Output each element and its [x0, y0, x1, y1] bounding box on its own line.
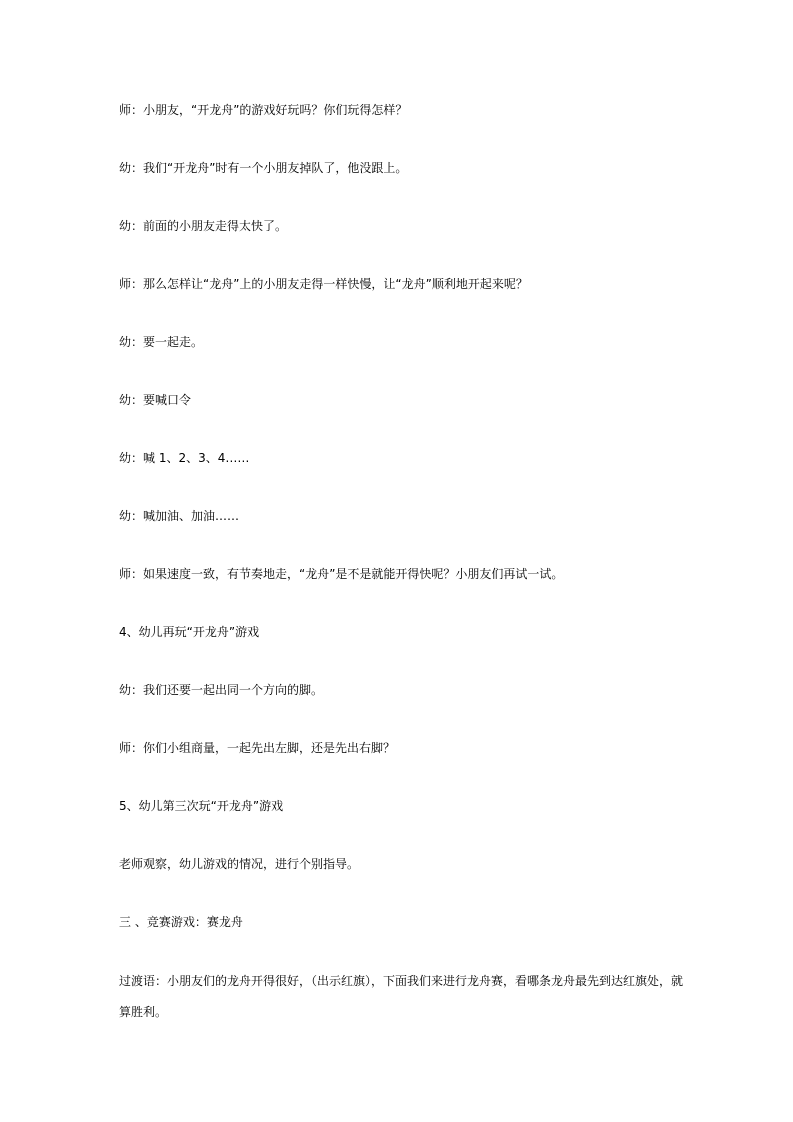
paragraph-child-answer-3: 幼：要一起走。 — [119, 335, 204, 349]
paragraph-teacher-question: 师：小朋友，“开龙舟”的游戏好玩吗？你们玩得怎样？ — [119, 103, 408, 117]
section-heading-5: 5、幼儿第三次玩“开龙舟”游戏 — [119, 799, 284, 813]
paragraph-child-answer-4: 幼：要喊口令 — [119, 393, 192, 407]
paragraph-child-answer-5: 幼：喊 1、2、3、4…… — [119, 451, 250, 465]
paragraph-transition: 过渡语：小朋友们的龙舟开得很好，（出示红旗），下面我们来进行龙舟赛，看哪条龙舟最先到达红旗处，就算胜利。 — [119, 974, 684, 1019]
paragraph-teacher-question-4: 师：你们小组商量，一起先出左脚，还是先出右脚？ — [119, 741, 396, 755]
paragraph-child-answer-7: 幼：我们还要一起出同一个方向的脚。 — [119, 683, 324, 697]
section-heading-3: 三 、竞赛游戏：赛龙舟 — [119, 915, 243, 929]
paragraph-child-answer-1: 幼：我们“开龙舟”时有一个小朋友掉队了，他没跟上。 — [119, 161, 408, 175]
paragraph-teacher-question-2: 师：那么怎样让“龙舟”上的小朋友走得一样快慢，让“龙舟”顺利地开起来呢？ — [119, 277, 528, 291]
paragraph-teacher-question-3: 师：如果速度一致，有节奏地走，“龙舟”是不是就能开得快呢？小朋友们再试一试。 — [119, 567, 564, 581]
paragraph-child-answer-6: 幼：喊加油、加油…… — [119, 509, 240, 523]
section-heading-4: 4、幼儿再玩“开龙舟”游戏 — [119, 625, 260, 639]
paragraph-teacher-observation: 老师观察，幼儿游戏的情况，进行个别指导。 — [119, 857, 360, 871]
paragraph-child-answer-2: 幼：前面的小朋友走得太快了。 — [119, 219, 288, 233]
